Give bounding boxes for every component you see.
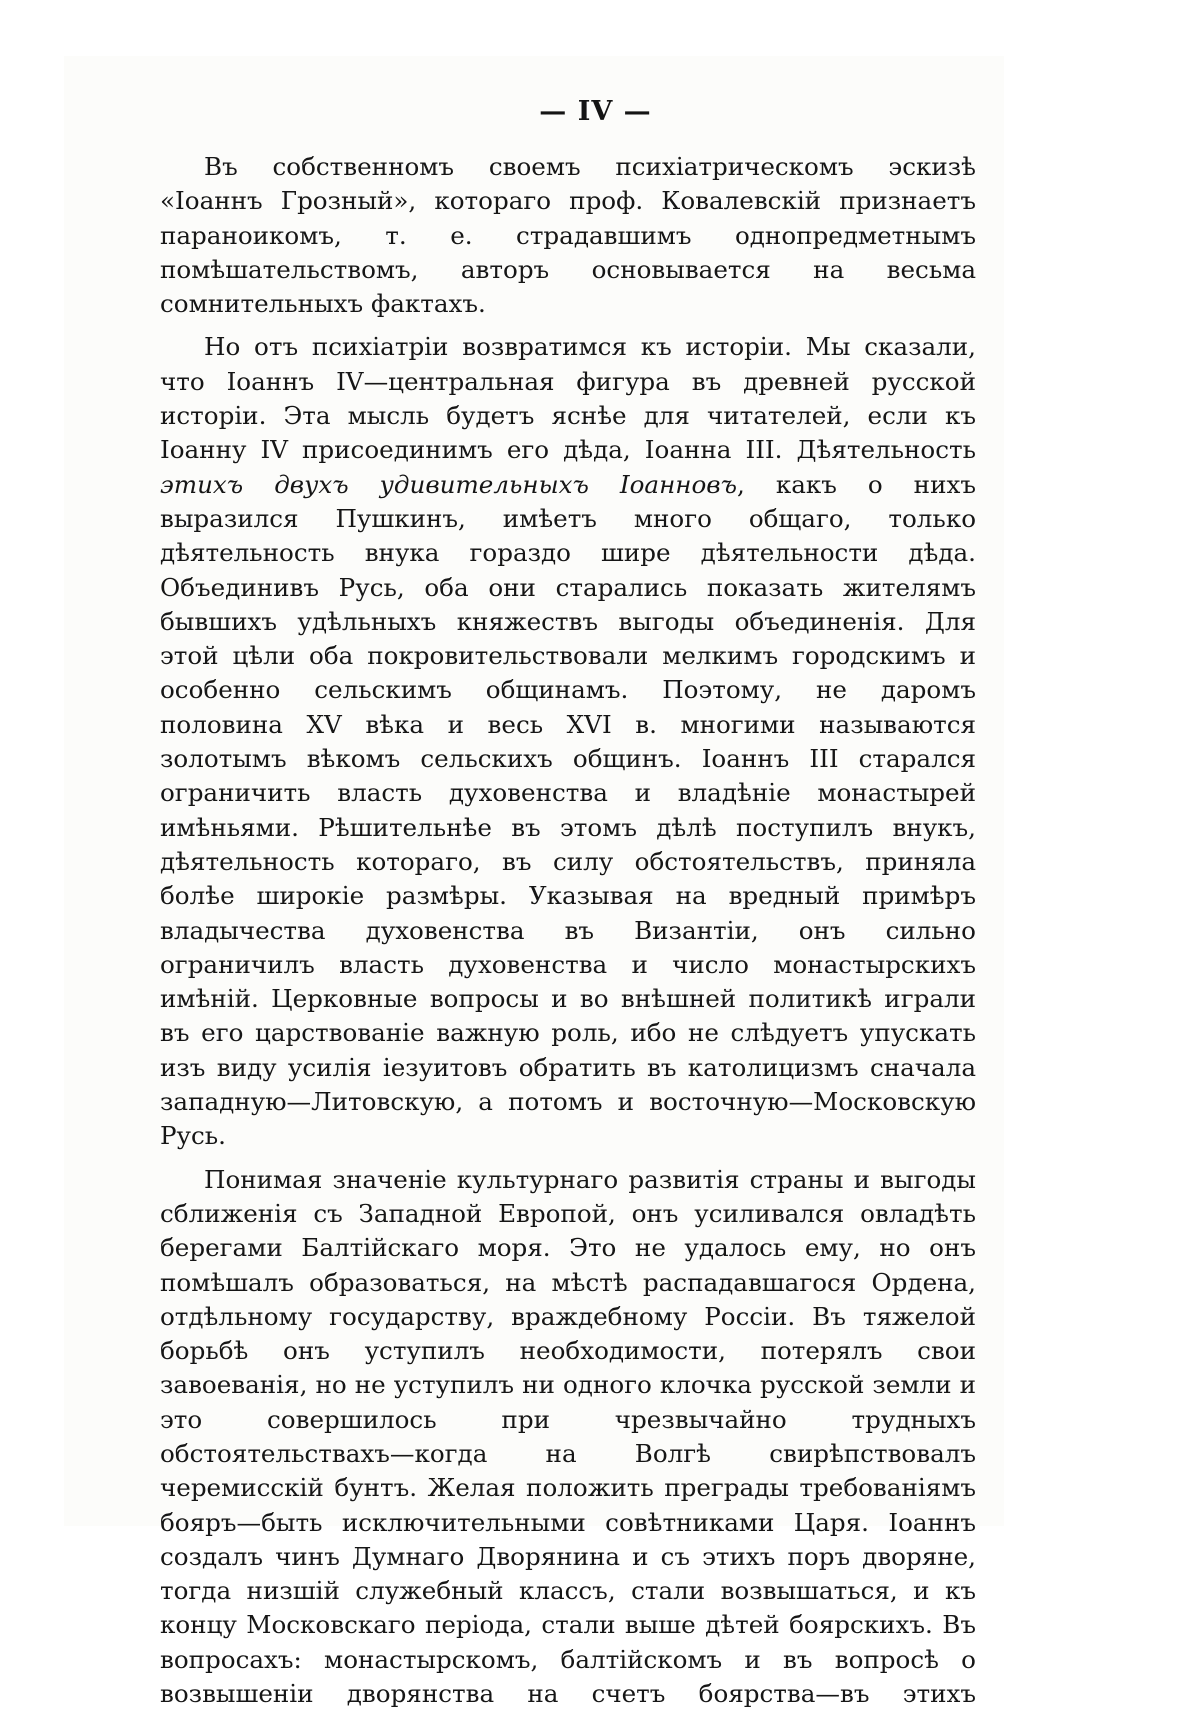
- paragraph: [160, 330, 976, 1153]
- paragraph: [160, 1163, 976, 1712]
- italic-phrase: этихъ двухъ удивительныхъ Іоанновъ: [160, 469, 737, 499]
- paragraph-text: , какъ о нихъ выразился Пушкинъ, имѣетъ много общаго, только дѣятельность внука гораздо шире дѣятельности дѣда. Объединивъ Русь, оба они старались показать жителямъ бывшихъ удѣльныхъ княжествъ выгоды объединенія. Для этой цѣли оба покровительствовали мелкимъ городскимъ и особенно сельскимъ общинамъ. Поэтому, не даромъ половина XV вѣка и весь XVI в. многими называются золотымъ вѣкомъ сельскихъ общинъ. Іоаннъ III старался ограничить власть духовенства и владѣніе монастырей имѣньями. Рѣшительнѣе въ этомъ дѣлѣ поступилъ внукъ, дѣятельность котораго, въ силу обстоятельствъ, приняла болѣе широкіе размѣры. Указывая на вредный примѣръ владычества духовенства въ Византіи, онъ сильно ограничилъ власть духовенства и число монастырскихъ имѣній. Церковные вопросы и во внѣшней политикѣ играли въ его царствованіе важную роль, ибо не слѣдуетъ упускать изъ виду усилія іезуитовъ обратить въ католицизмъ сначала западную—Литовскую, а потомъ и восточную—Московскую Русь.: [160, 469, 976, 1151]
- paragraph-text: Въ собственномъ своемъ психіатрическомъ эскизѣ «Іоаннъ Грозный», котораго проф. Ковалевскій признаетъ параноикомъ, т. е. страдавшимъ однопредметнымъ помѣшательствомъ, авторъ основывается на весьма сомнительныхъ фактахъ.: [160, 152, 976, 319]
- paragraph-text: Понимая значеніе культурнаго развитія страны и выгоды сближенія съ Западной Европой, онъ усиливался овладѣть берегами Балтійскаго моря. Это не удалось ему, но онъ помѣшалъ образоваться, на мѣстѣ распадавшагося Ордена, отдѣльному государству, враждебному Россіи. Въ тяжелой борьбѣ онъ уступилъ необходимости, потерялъ свои завоеванія, но не уступилъ ни одного клочка русской земли и это совершилось при чрезвычайно трудныхъ обстоятельствахъ—когда на Волгѣ свирѣпствовалъ черемисскій бунтъ. Желая положить преграды требованіямъ бояръ—быть исключительными совѣтниками Царя. Іоаннъ создалъ чинъ Думнаго Дворянина и съ этихъ поръ дворяне, тогда низшій служебный классъ, стали возвышаться, и къ концу Московскаго періода, стали выше дѣтей боярскихъ. Въ вопросахъ: монастырскомъ, балтійскомъ и въ вопросѣ о возвышеніи дворянства на счетъ боярства—въ этихъ: [160, 1164, 976, 1709]
- paragraph-text: Но отъ психіатріи возвратимся къ исторіи. Мы сказали, что Іоаннъ IV—центральная фигура въ древней русской исторіи. Эта мысль будетъ яснѣе для читателей, если къ Іоанну IV присоединимъ его дѣда, Іоанна III. Дѣятельность: [160, 332, 976, 465]
- paragraph: [160, 150, 976, 321]
- body-text: [160, 150, 976, 1720]
- page-number-header: — IV —: [539, 96, 652, 127]
